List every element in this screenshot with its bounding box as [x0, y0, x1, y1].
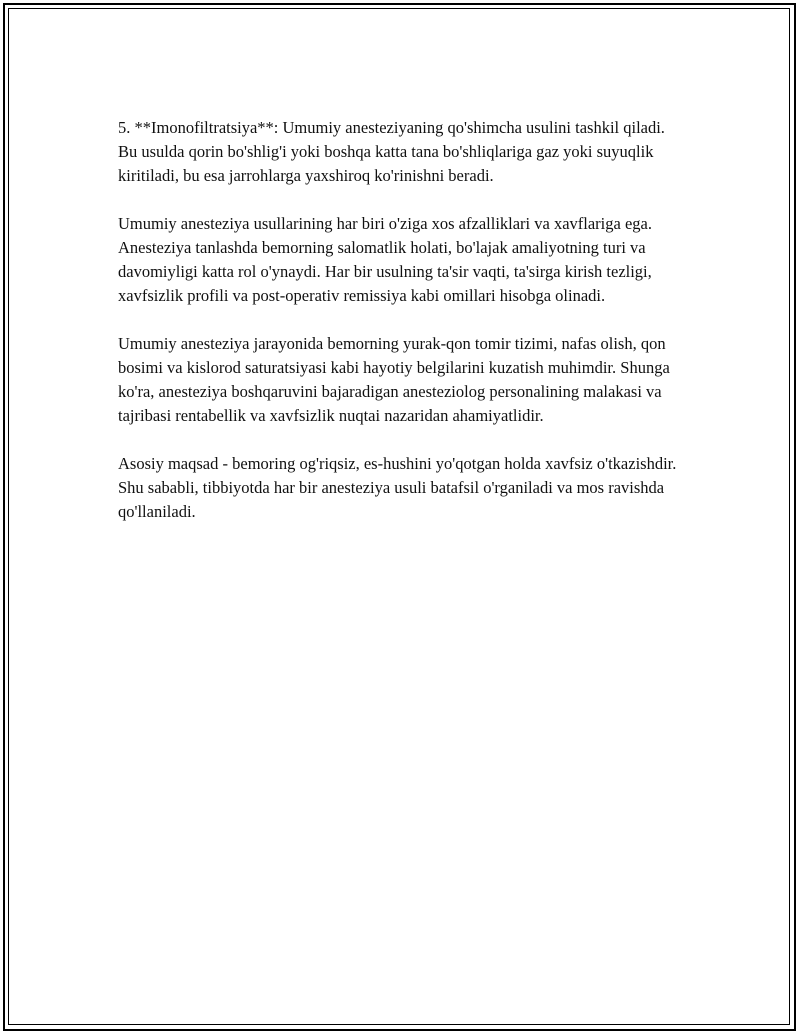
paragraph-main-goal: Asosiy maqsad - bemoring og'riqsiz, es-hushini yo'qotgan holda xavfsiz o'tkazishdir. Shu sababli, tibbiyotda har bir anesteziya usuli batafsil o'rganiladi va mos ravishda qo'llaniladi. [118, 454, 677, 521]
paragraph-imonofiltratsiya: 5. **Imonofiltratsiya**: Umumiy anesteziyaning qo'shimcha usulini tashkil qiladi. Bu usulda qorin bo'shlig'i yoki boshqa katta tana bo'shliqlariga gaz yoki suyuqlik kiritiladi, bu esa jarrohlarga yaxshiroq ko'rinishni beradi. [118, 118, 665, 185]
paragraph-vital-signs: Umumiy anesteziya jarayonida bemorning yurak-qon tomir tizimi, nafas olish, qon bosimi va kislorod saturatsiyasi kabi hayotiy belgilarini kuzatish muhimdir. Shunga ko'ra, anesteziya boshqaruvini bajaradigan anesteziolog personalining malakasi va tajribasi rentabellik va xavfsizlik nuqtai nazaridan ahamiyatlidir. [118, 334, 670, 425]
paragraph-anesthesia-methods: Umumiy anesteziya usullarining har biri o'ziga xos afzalliklari va xavflariga ega. Anesteziya tanlashda bemorning salomatlik holati, bo'lajak amaliyotning turi va davomiyligi katta rol o'ynaydi. Har bir usulning ta'sir vaqti, ta'sirga kirish tezligi, xavfsizlik profili va post-operativ remissiya kabi omillari hisobga olinadi. [118, 214, 652, 305]
document-body [118, 116, 688, 548]
